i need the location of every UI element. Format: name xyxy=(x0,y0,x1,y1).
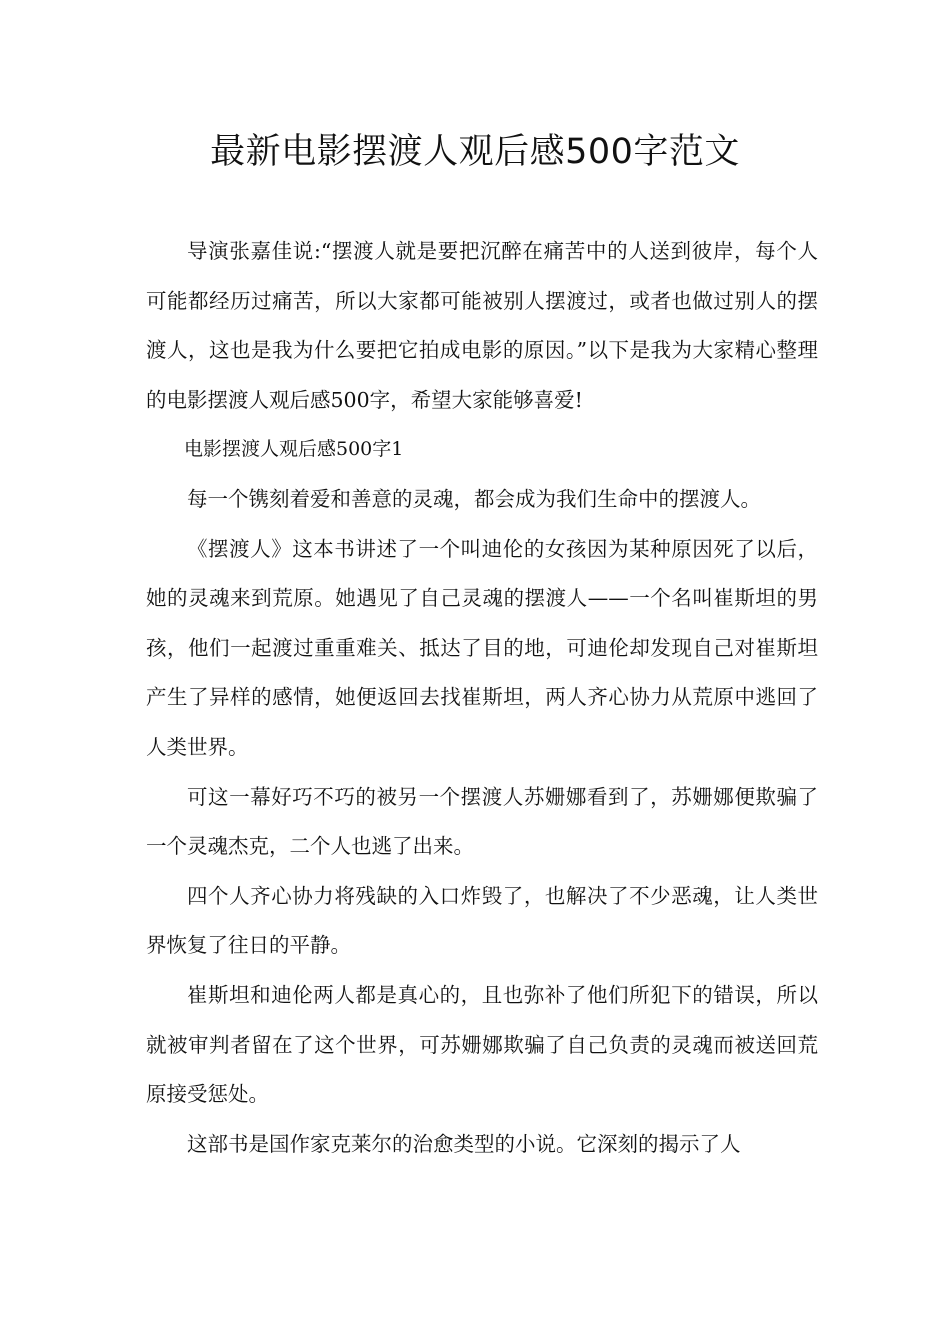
document-body xyxy=(146,227,818,1169)
body-paragraph: 《摆渡人》这本书讲述了一个叫迪伦的女孩因为某种原因死了以后，她的灵魂来到荒原。她遇见了自己灵魂的摆渡人——一个名叫崔斯坦的男孩，他们一起渡过重重难关、抵达了目的地，可迪伦却发现自己对崔斯坦产生了异样的感情，她便返回去找崔斯坦，两人齐心协力从荒原中逃回了人类世界。 xyxy=(146,536,818,759)
body-paragraph: 四个人齐心协力将残缺的入口炸毁了，也解决了不少恶魂，让人类世界恢复了往日的平静。 xyxy=(146,883,818,958)
section-heading: 电影摆渡人观后感500字1 xyxy=(184,438,404,461)
body-paragraph: 每一个镌刻着爱和善意的灵魂，都会成为我们生命中的摆渡人。 xyxy=(187,486,761,511)
intro-paragraph: 导演张嘉佳说:“摆渡人就是要把沉醉在痛苦中的人送到彼岸，每个人可能都经历过痛苦，所以大家都可能被别人摆渡过，或者也做过别人的摆渡人，这也是我为什么要把它拍成电影的原因。”以下是我为大家精心整理的电影摆渡人观后感500字，希望大家能够喜爱! xyxy=(146,239,818,412)
body-paragraph: 崔斯坦和迪伦两人都是真心的，且也弥补了他们所犯下的错误，所以就被审判者留在了这个世界，可苏姗娜欺骗了自己负责的灵魂而被送回荒原接受惩处。 xyxy=(146,982,818,1107)
body-paragraph: 这部书是国作家克莱尔的治愈类型的小说。它深刻的揭示了人 xyxy=(187,1131,741,1156)
document-title: 最新电影摆渡人观后感500字范文 xyxy=(210,132,740,172)
body-paragraph: 可这一幕好巧不巧的被另一个摆渡人苏姗娜看到了，苏姗娜便欺骗了一个灵魂杰克，二个人也逃了出来。 xyxy=(146,784,818,859)
